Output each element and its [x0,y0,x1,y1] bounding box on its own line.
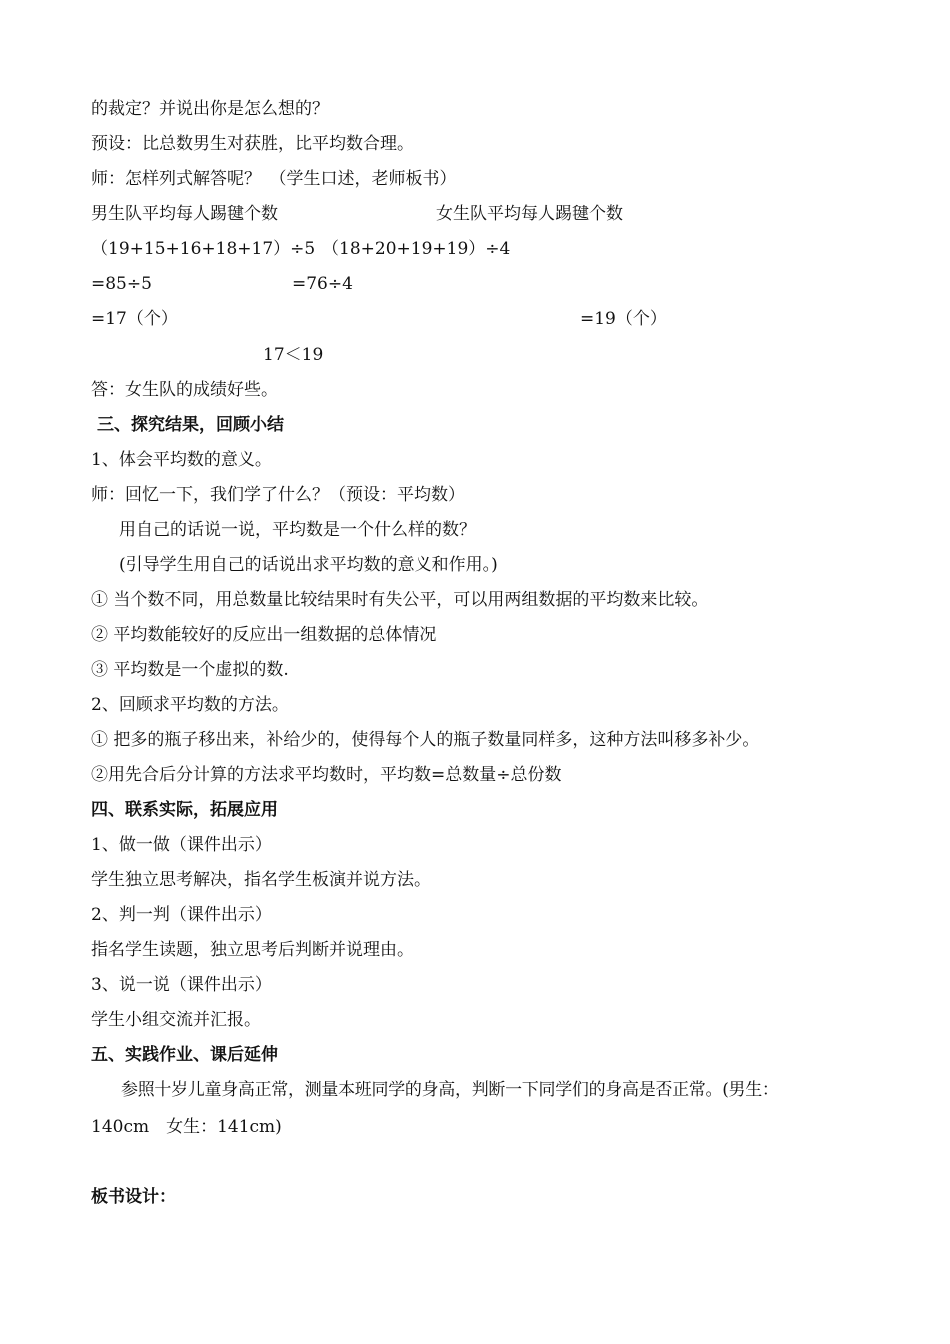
text-line: 2、回顾求平均数的方法。 [91,695,289,715]
text-line: 学生独立思考解决，指名学生板演并说方法。 [91,870,431,890]
girls-formula: （18+20+19+19）÷4 [322,239,511,259]
section-heading: 四、联系实际，拓展应用 [91,800,278,820]
text-line: 用自己的话说一说，平均数是一个什么样的数？ [119,520,476,540]
text-line: ③ 平均数是一个虚拟的数. [91,660,289,680]
text-line: ① 当个数不同，用总数量比较结果时有失公平，可以用两组数据的平均数来比较。 [91,590,709,610]
text-line: 学生小组交流并汇报。 [91,1010,261,1030]
girls-team-label: 女生队平均每人踢毽个数 [436,204,623,224]
text-line: 预设：比总数男生对获胜，比平均数合理。 [91,134,414,154]
text-line: ① 把多的瓶子移出来，补给少的，使得每个人的瓶子数量同样多，这种方法叫移多补少。 [91,730,760,750]
section-heading: 五、实践作业、课后延伸 [91,1045,278,1065]
section-heading: 板书设计： [91,1187,176,1207]
text-line: 师：回忆一下，我们学了什么？（预设：平均数） [91,485,465,505]
boys-team-label: 男生队平均每人踢毽个数 [91,204,278,224]
text-line: 1、做一做（课件出示） [91,835,272,855]
text-line: 的裁定？并说出你是怎么想的？ [91,99,329,119]
text-line: 答：女生队的成绩好些。 [91,380,278,400]
text-line: ②用先合后分计算的方法求平均数时，平均数=总数量÷总份数 [91,765,562,785]
text-line: 3、说一说（课件出示） [91,975,272,995]
section-heading: 三、探究结果，回顾小结 [97,415,284,435]
text-line: 1、体会平均数的意义。 [91,450,272,470]
text-line: (引导学生用自己的话说出求平均数的意义和作用。) [119,555,498,575]
boys-result: =17（个） [91,309,178,329]
comparison: 17＜19 [263,345,324,365]
boys-step: =85÷5 [91,274,152,294]
text-line: 参照十岁儿童身高正常，测量本班同学的身高，判断一下同学们的身高是否正常。(男生： [121,1080,779,1100]
girls-result: =19（个） [580,309,667,329]
text-line: 2、判一判（课件出示） [91,905,272,925]
text-line: ② 平均数能较好的反应出一组数据的总体情况 [91,625,437,645]
text-line: 师：怎样列式解答呢？ （学生口述，老师板书） [91,169,457,189]
text-line: 指名学生读题，独立思考后判断并说理由。 [91,940,414,960]
text-line: 140cm 女生：141cm) [91,1117,282,1137]
girls-step: =76÷4 [292,274,353,294]
boys-formula: （19+15+16+18+17）÷5 [91,239,316,259]
